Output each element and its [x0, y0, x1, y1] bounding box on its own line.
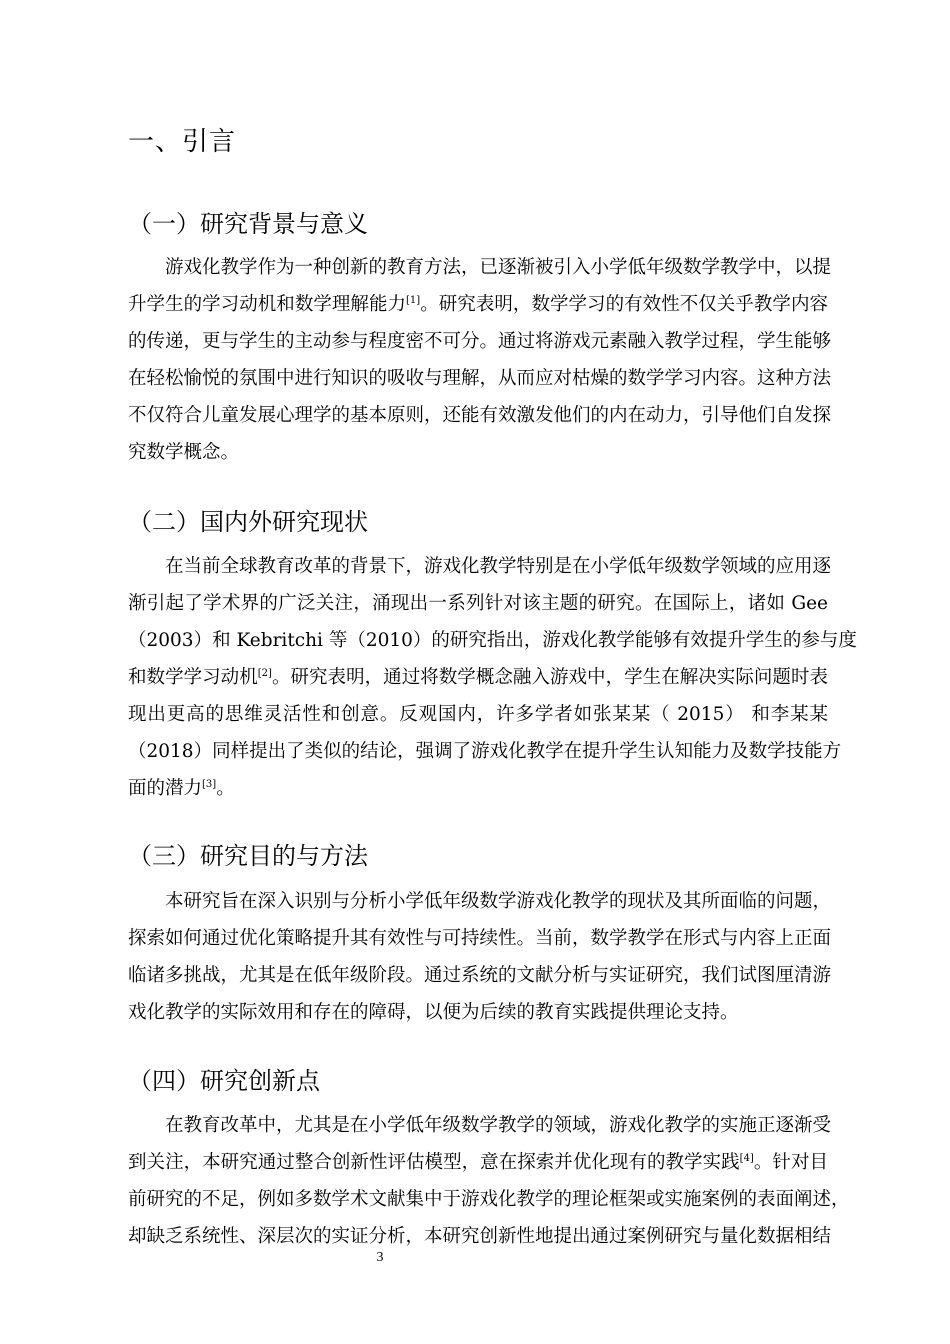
paragraph-line: 本研究旨在深入识别与分析小学低年级数学游戏化教学的现状及其所面临的问题，	[165, 891, 832, 912]
section-title-innovation: （四）研究创新点	[128, 1067, 320, 1095]
paragraph-line: 戏化教学的实际效用和存在的障碍，以便为后续的教育实践提供理论支持。	[128, 1002, 739, 1023]
paragraph-line: 的传递，更与学生的主动参与程度密不可分。通过将游戏元素融入教学过程，学生能够	[128, 331, 832, 352]
citation-marker[interactable]: [2]	[257, 668, 272, 679]
paragraph-line: 在教育改革中，尤其是在小学低年级数学教学的领域，游戏化教学的实施正逐渐受	[165, 1115, 832, 1136]
paragraph-line: 渐引起了学术界的广泛关注，涌现出一系列针对该主题的研究。在国际上，诸如 Gee	[128, 593, 828, 614]
section-title-status: （二）国内外研究现状	[128, 508, 368, 536]
section-paragraph-status	[128, 548, 857, 807]
section-paragraph-innovation	[128, 1107, 850, 1255]
paragraph-line: 升学生的学习动机和数学理解能力[1]。研究表明，数学学习的有效性不仅关乎教学内容	[128, 294, 828, 315]
paragraph-line: 却缺乏系统性、深层次的实证分析，本研究创新性地提出通过案例研究与量化数据相结	[128, 1226, 832, 1247]
section-paragraph-purpose	[128, 883, 832, 1031]
section-title-purpose: （三）研究目的与方法	[128, 842, 368, 870]
paragraph-line: （2003）和 Kebritchi 等（2010）的研究指出，游戏化教学能够有效提升学生的参与度	[128, 630, 857, 651]
paragraph-line: 和数学学习动机[2]。研究表明，通过将数学概念融入游戏中，学生在解决实际问题时表	[128, 667, 828, 688]
paragraph-line: 面的潜力[3]。	[128, 778, 235, 799]
paragraph-line: 现出更高的思维灵活性和创意。反观国内，许多学者如张某某（ 2015） 和李某某	[128, 704, 828, 725]
section-paragraph-background	[128, 249, 832, 471]
chapter-heading: 一、引言	[128, 127, 237, 157]
citation-marker[interactable]: [1]	[406, 295, 421, 306]
paragraph-line: 在当前全球教育改革的背景下，游戏化教学特别是在小学低年级数学领域的应用逐	[165, 556, 832, 577]
paragraph-line: 不仅符合儿童发展心理学的基本原则，还能有效激发他们的内在动力，引导他们自发探	[128, 405, 832, 426]
section-title-background: （一）研究背景与意义	[128, 210, 368, 238]
paragraph-line: 在轻松愉悦的氛围中进行知识的吸收与理解，从而应对枯燥的数学学习内容。这种方法	[128, 368, 832, 389]
page-number: 3	[376, 1250, 384, 1265]
citation-marker[interactable]: [4]	[739, 1153, 754, 1164]
paragraph-line: 前研究的不足，例如多数学术文献集中于游戏化教学的理论框架或实施案例的表面阐述，	[128, 1189, 850, 1210]
paragraph-line: 游戏化教学作为一种创新的教育方法，已逐渐被引入小学低年级数学教学中，以提	[165, 257, 832, 278]
paragraph-line: 探索如何通过优化策略提升其有效性与可持续性。当前，数学教学在形式与内容上正面	[128, 928, 832, 949]
paragraph-line: 到关注，本研究通过整合创新性评估模型，意在探索并优化现有的教学实践[4]。针对目	[128, 1152, 828, 1173]
paragraph-line: 临诸多挑战，尤其是在低年级阶段。通过系统的文献分析与实证研究，我们试图厘清游	[128, 965, 832, 986]
citation-marker[interactable]: [3]	[202, 779, 217, 790]
paragraph-line: 究数学概念。	[128, 442, 240, 463]
paragraph-line: （2018）同样提出了类似的结论，强调了游戏化教学在提升学生认知能力及数学技能方	[128, 741, 842, 762]
